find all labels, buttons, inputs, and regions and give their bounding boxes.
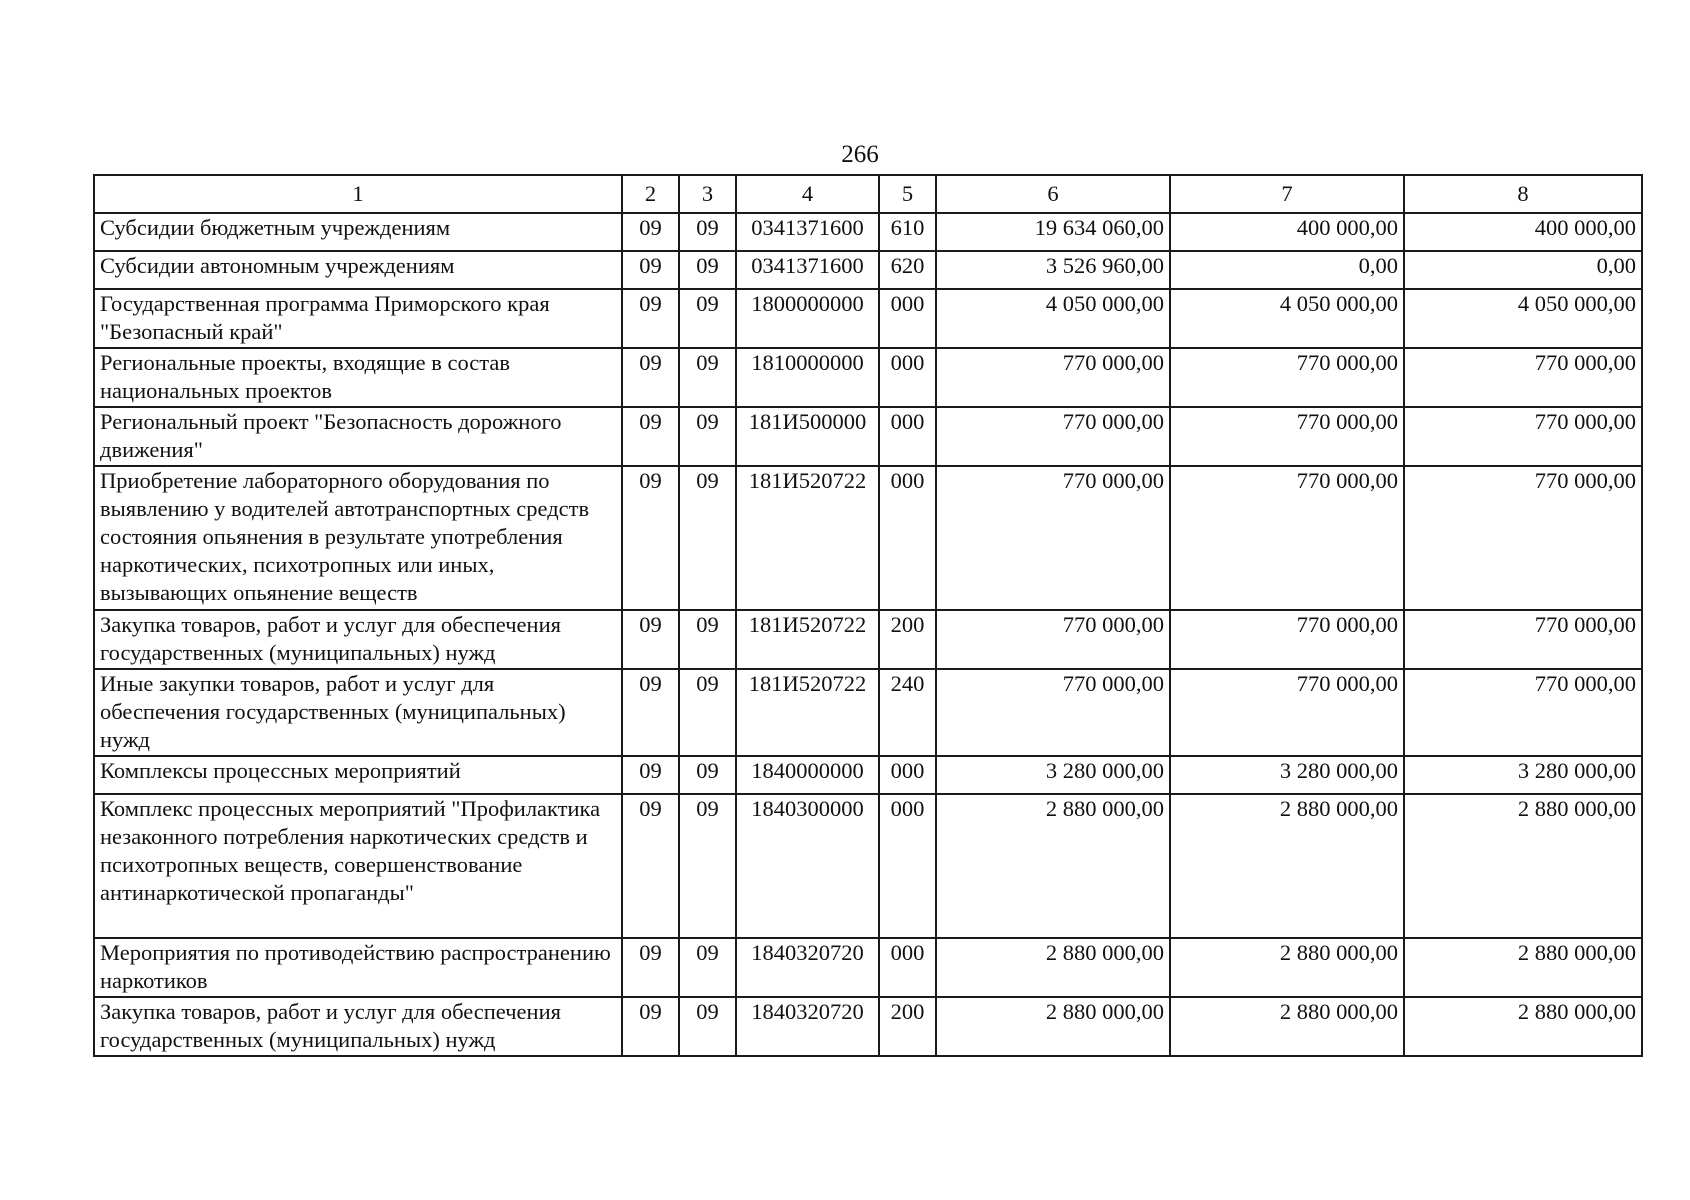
row-name: Комплексы процессных мероприятий [94,756,622,794]
budget-table [93,174,1643,1057]
row-amount-7: 770 000,00 [1170,610,1404,669]
row-subsection: 09 [679,348,736,407]
row-amount-7: 770 000,00 [1170,466,1404,610]
row-target-article: 0341371600 [736,213,879,251]
row-section: 09 [622,407,679,466]
row-amount-6: 4 050 000,00 [936,289,1170,348]
row-section: 09 [622,213,679,251]
row-amount-6: 2 880 000,00 [936,794,1170,938]
row-amount-8: 2 880 000,00 [1404,997,1642,1056]
table-row [94,794,1642,938]
row-name: Субсидии бюджетным учреждениям [94,213,622,251]
column-header: 3 [679,175,736,213]
table-row [94,348,1642,407]
row-target-article: 181И520722 [736,610,879,669]
column-header: 6 [936,175,1170,213]
row-subsection: 09 [679,938,736,997]
column-header: 4 [736,175,879,213]
row-amount-7: 2 880 000,00 [1170,794,1404,938]
table-row [94,407,1642,466]
row-amount-8: 3 280 000,00 [1404,756,1642,794]
table-row [94,756,1642,794]
row-name: Мероприятия по противодействию распространению наркотиков [94,938,622,997]
row-expense-type: 610 [879,213,936,251]
row-expense-type: 000 [879,794,936,938]
row-name: Приобретение лабораторного оборудования по выявлению у водителей автотранспортных средств состояния опьянения в результате употребления наркотических, психотропных или иных, вызывающих опьянение веществ [94,466,622,610]
row-expense-type: 200 [879,610,936,669]
table-row [94,251,1642,289]
table-row [94,938,1642,997]
row-amount-6: 2 880 000,00 [936,997,1170,1056]
table-row [94,997,1642,1056]
row-target-article: 0341371600 [736,251,879,289]
row-amount-8: 400 000,00 [1404,213,1642,251]
row-expense-type: 000 [879,348,936,407]
row-subsection: 09 [679,251,736,289]
row-amount-8: 4 050 000,00 [1404,289,1642,348]
column-header: 1 [94,175,622,213]
row-amount-6: 19 634 060,00 [936,213,1170,251]
row-amount-8: 770 000,00 [1404,407,1642,466]
table-row [94,213,1642,251]
row-subsection: 09 [679,756,736,794]
row-amount-6: 3 280 000,00 [936,756,1170,794]
row-target-article: 181И520722 [736,466,879,610]
row-amount-6: 770 000,00 [936,348,1170,407]
row-target-article: 1800000000 [736,289,879,348]
row-target-article: 181И520722 [736,669,879,756]
row-target-article: 1840000000 [736,756,879,794]
row-name: Региональный проект "Безопасность дорожного движения" [94,407,622,466]
row-section: 09 [622,997,679,1056]
row-section: 09 [622,794,679,938]
row-subsection: 09 [679,466,736,610]
row-amount-8: 770 000,00 [1404,669,1642,756]
row-expense-type: 000 [879,289,936,348]
row-name: Иные закупки товаров, работ и услуг для обеспечения государственных (муниципальных) нужд [94,669,622,756]
row-amount-8: 770 000,00 [1404,466,1642,610]
row-target-article: 181И500000 [736,407,879,466]
row-amount-7: 770 000,00 [1170,669,1404,756]
row-amount-8: 770 000,00 [1404,610,1642,669]
table-header-row [94,175,1642,213]
row-amount-7: 770 000,00 [1170,348,1404,407]
row-amount-6: 770 000,00 [936,610,1170,669]
row-amount-8: 770 000,00 [1404,348,1642,407]
row-name: Закупка товаров, работ и услуг для обеспечения государственных (муниципальных) нужд [94,997,622,1056]
row-amount-7: 0,00 [1170,251,1404,289]
column-header: 5 [879,175,936,213]
row-amount-7: 2 880 000,00 [1170,938,1404,997]
row-name: Закупка товаров, работ и услуг для обеспечения государственных (муниципальных) нужд [94,610,622,669]
row-expense-type: 000 [879,466,936,610]
row-section: 09 [622,289,679,348]
row-target-article: 1810000000 [736,348,879,407]
row-target-article: 1840300000 [736,794,879,938]
row-section: 09 [622,466,679,610]
row-expense-type: 200 [879,997,936,1056]
row-expense-type: 000 [879,407,936,466]
row-name: Субсидии автономным учреждениям [94,251,622,289]
column-header: 2 [622,175,679,213]
table-row [94,466,1642,610]
row-name: Государственная программа Приморского края "Безопасный край" [94,289,622,348]
page-number: 266 [841,141,879,168]
row-name: Комплекс процессных мероприятий "Профилактика незаконного потребления наркотических средств и психотропных веществ, совершенствование антинаркотической пропаганды" [94,794,622,938]
row-subsection: 09 [679,997,736,1056]
row-section: 09 [622,938,679,997]
row-expense-type: 000 [879,938,936,997]
row-amount-7: 4 050 000,00 [1170,289,1404,348]
row-amount-6: 770 000,00 [936,466,1170,610]
row-amount-8: 2 880 000,00 [1404,938,1642,997]
row-amount-8: 0,00 [1404,251,1642,289]
row-amount-6: 3 526 960,00 [936,251,1170,289]
row-amount-7: 3 280 000,00 [1170,756,1404,794]
table-row [94,610,1642,669]
row-subsection: 09 [679,669,736,756]
table-row [94,669,1642,756]
table-row [94,289,1642,348]
row-section: 09 [622,348,679,407]
row-amount-6: 770 000,00 [936,407,1170,466]
row-amount-7: 2 880 000,00 [1170,997,1404,1056]
row-amount-7: 770 000,00 [1170,407,1404,466]
row-subsection: 09 [679,289,736,348]
row-section: 09 [622,669,679,756]
row-subsection: 09 [679,407,736,466]
row-expense-type: 000 [879,756,936,794]
row-subsection: 09 [679,794,736,938]
row-name: Региональные проекты, входящие в состав национальных проектов [94,348,622,407]
column-header: 8 [1404,175,1642,213]
row-expense-type: 240 [879,669,936,756]
row-target-article: 1840320720 [736,938,879,997]
row-subsection: 09 [679,610,736,669]
row-section: 09 [622,756,679,794]
row-expense-type: 620 [879,251,936,289]
row-amount-8: 2 880 000,00 [1404,794,1642,938]
row-section: 09 [622,610,679,669]
row-amount-7: 400 000,00 [1170,213,1404,251]
row-target-article: 1840320720 [736,997,879,1056]
row-subsection: 09 [679,213,736,251]
row-amount-6: 770 000,00 [936,669,1170,756]
row-section: 09 [622,251,679,289]
row-amount-6: 2 880 000,00 [936,938,1170,997]
column-header: 7 [1170,175,1404,213]
